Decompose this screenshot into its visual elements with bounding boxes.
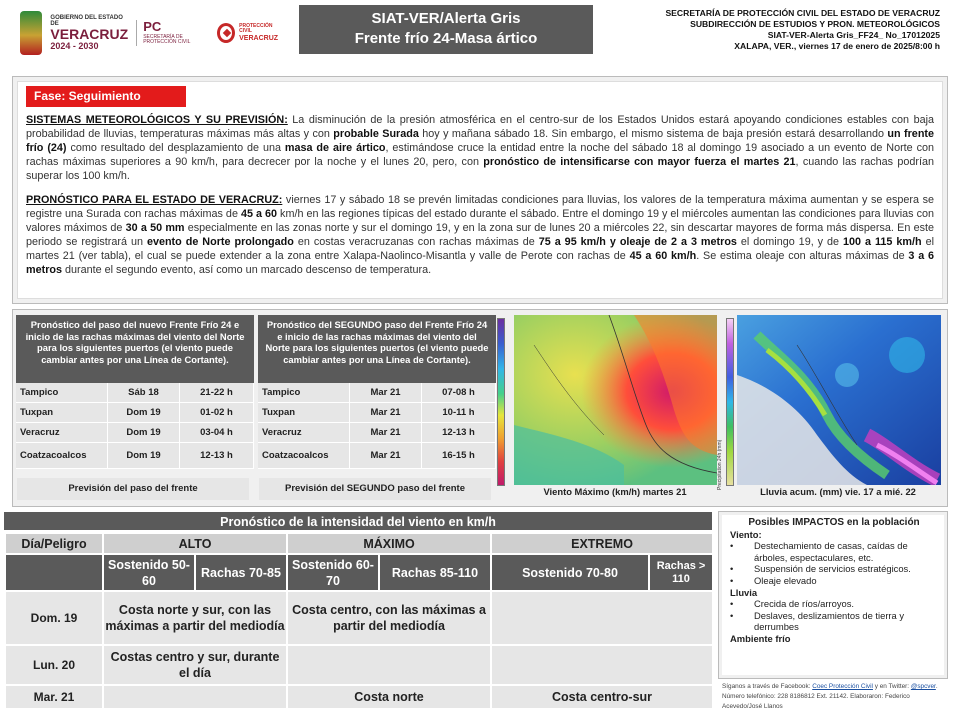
front2-header: Pronóstico del SEGUNDO paso del Frente Frío 24 e inicio de las rachas máximas del viento del Norte para los siguientes puertos (el viento puede cambiar antes por una Línea de Cortante).	[258, 315, 496, 383]
footer-contact	[722, 682, 948, 712]
table-row	[258, 403, 496, 423]
maximo-cell: Costa norte	[287, 685, 491, 709]
facebook-link[interactable]: Coec Protección Civil	[812, 683, 873, 690]
wind-intensity-table	[4, 512, 712, 720]
bold-run: evento de Norte prolongado	[146, 236, 294, 248]
front-forecast-panel	[12, 309, 948, 507]
logo-text: VERACRUZ	[50, 26, 129, 43]
front1-caption: Previsión del paso del frente	[17, 478, 249, 500]
extremo-cell	[491, 645, 713, 685]
agency-line: SUBDIRECCIÓN DE ESTUDIOS Y PRON. METEOROLÓGICOS	[690, 19, 940, 29]
bold-run: 45 a 60 km/h	[629, 250, 697, 262]
time-cell: 03-04 h	[180, 423, 254, 442]
subheader-cell: Sostenido 70-80	[491, 554, 649, 591]
day-cell: Dom 19	[108, 423, 180, 442]
wind-color-scale	[497, 318, 505, 486]
agency-info	[590, 8, 940, 52]
front1-header: Pronóstico del paso del nuevo Frente Frío 24 e inicio de las rachas máximas del viento del Norte para los siguientes puertos (el viento puede cambiar antes por una Línea de Cortante).	[16, 315, 254, 383]
day-cell: Mar 21	[350, 443, 422, 468]
bold-run: 45 a 60	[240, 208, 278, 220]
footer-text: Síganos a través de Facebook:	[722, 683, 813, 690]
table-row	[258, 443, 496, 469]
day-cell: Mar 21	[350, 403, 422, 422]
table-row	[258, 423, 496, 443]
rain-scale-label: Precipitation 24h (mm)	[717, 439, 723, 490]
text-run: km/h en las regiones típicas del estado durante el sábado. Entre el domingo 19 y el miércoles aumentan las condiciones para lluvias con valores máximos de	[26, 208, 934, 234]
gobierno-veracruz-logo	[50, 15, 128, 52]
agency-line: SECRETARÍA DE PROTECCIÓN CIVIL DEL ESTADO DE VERACRUZ	[665, 8, 940, 18]
impacts-inner	[722, 515, 944, 675]
col-header-maximo: MÁXIMO	[287, 533, 491, 554]
twitter-link[interactable]: @spcver	[910, 683, 936, 690]
bulletin-id: SIAT-VER-Alerta Gris_FF24_ No_17012025	[767, 30, 940, 40]
rain-map-graphic	[737, 315, 941, 485]
table-row	[5, 645, 713, 685]
port-cell: Tuxpan	[16, 403, 108, 422]
table-row	[16, 443, 254, 469]
subheader-cell: Sostenido 50-60	[103, 554, 195, 591]
bold-run: pronóstico de intensificarse con mayor fuerza el martes 21	[483, 156, 796, 168]
wind-map-caption: Viento Máximo (km/h) martes 21	[543, 486, 687, 497]
port-cell: Tampico	[16, 383, 108, 402]
impacts-panel	[718, 511, 948, 679]
port-cell: Tampico	[258, 383, 350, 402]
col-header-extremo: EXTREMO	[491, 533, 713, 554]
bold-run: 3 a 6 metros	[26, 250, 935, 276]
logo-text	[239, 24, 280, 43]
list-item: • Deslaves, deslizamientos de tierra y derrumbes	[730, 610, 938, 633]
day-cell: Mar 21	[350, 383, 422, 402]
bold-run: probable Surada	[333, 128, 419, 140]
proteccion-civil-veracruz-logo	[217, 23, 280, 43]
extremo-cell: Costa centro-sur	[491, 685, 713, 709]
table-row	[5, 685, 713, 709]
text-run: , estimándose cruce la entidad entre la noche del sábado 18 al domingo 19 asociado a un evento de Norte con rachas máximas superiores a 90 km/h, para decrecer por la noche y el lunes 20, pero, con	[26, 142, 935, 168]
wind-table-title: Pronóstico de la intensidad del viento en km/h	[4, 512, 712, 532]
table-row	[16, 383, 254, 403]
proteccion-civil-icon	[217, 23, 235, 43]
subheader-cell: Rachas 85-110	[379, 554, 491, 591]
table-row	[16, 423, 254, 443]
text-run: . Se estima oleaje con alturas máximas de	[696, 250, 909, 262]
day-cell: Dom 19	[108, 403, 180, 422]
rain-color-scale	[726, 318, 734, 486]
front2-table	[258, 315, 496, 469]
time-cell: 10-11 h	[422, 403, 496, 422]
table-row	[5, 591, 713, 645]
day-cell: Mar. 21	[5, 685, 103, 709]
time-cell: 07-08 h	[422, 383, 496, 402]
section-heading: SISTEMAS METEOROLÓGICOS Y SU PREVISIÓN:	[26, 114, 288, 126]
bold-run: masa de aire ártico	[284, 142, 386, 154]
time-cell: 12-13 h	[422, 423, 496, 442]
impact-category: Viento:	[730, 528, 762, 540]
wind-map-graphic	[514, 315, 717, 485]
list-item: • Suspensión de servicios estratégicos.	[730, 563, 938, 575]
col-header-day: Día/Peligro	[5, 533, 103, 554]
time-cell: 12-13 h	[180, 443, 254, 468]
alto-cell: Costa norte y sur, con las máximas a partir del mediodía	[103, 591, 287, 645]
bold-run: un frente frío (24)	[26, 128, 935, 154]
bold-run: 100 a 115 km/h	[843, 236, 922, 248]
table-row	[16, 403, 254, 423]
maximo-cell: Costa centro, con las máximas a partir del mediodía	[287, 591, 491, 645]
subheader-cell: Rachas > 110	[649, 554, 713, 591]
logo-text: VERACRUZ	[239, 34, 279, 42]
list-item: • Oleaje elevado	[730, 575, 938, 587]
time-cell: 16-15 h	[422, 443, 496, 468]
wind-map	[514, 315, 717, 485]
alto-cell: Costas centro y sur, durante el día	[103, 645, 287, 685]
col-header-alto: ALTO	[103, 533, 287, 554]
veracruz-seal-icon	[20, 11, 42, 55]
subheader-cell: Sostenido 60-70	[287, 554, 379, 591]
impact-category: Ambiente frío	[730, 632, 791, 644]
rain-map-caption: Lluvia acum. (mm) vie. 17 a mié. 22	[760, 486, 916, 497]
day-cell: Dom. 19	[5, 591, 103, 645]
table-row	[258, 383, 496, 403]
logo-text: PROTECCIÓN CIVIL	[239, 22, 273, 35]
port-cell: Coatzacoalcos	[16, 443, 108, 468]
bold-run: 75 a 95 km/h y oleaje de 2 a 3 metros	[538, 236, 737, 248]
day-cell: Sáb 18	[108, 383, 180, 402]
port-cell: Veracruz	[16, 423, 108, 442]
text-run: el martes 21 (ver tabla), el cual se puede extender a la zona entre Xalapa-Naolinco-Misantla y valle de Perote con rachas de	[26, 236, 935, 262]
empty-cell	[5, 554, 103, 591]
wind-table-subheader-row	[5, 554, 713, 591]
subheader-cell: Rachas 70-85	[195, 554, 287, 591]
section-heading: PRONÓSTICO PARA EL ESTADO DE VERACRUZ:	[26, 194, 283, 206]
text-run: hoy y mañana sábado 18. Sin embargo, el mismo sistema de baja presión estará desarrollando	[418, 128, 888, 140]
text-run: viernes 17 y sábado 18 se prevén limitadas condiciones para lluvias, los valores de la temperatura máxima aumentan y se espera se registre una Surada con rachas máximas de	[26, 194, 934, 220]
logo-text: PC	[143, 19, 162, 35]
text-run: La disminución de la presión atmosférica en el centro-sur de los Estados Unidos estará apoyando condiciones estables con baja probabilidad de lluvias, temperaturas máximas más altas y con	[26, 114, 934, 140]
text-run: el domingo 19, y de	[736, 236, 844, 248]
forecast-paragraph	[26, 193, 934, 277]
impact-category: Lluvia	[730, 586, 758, 598]
logo-text: SECRETARÍA DE PROTECCIÓN CIVIL	[143, 33, 191, 46]
main-text-inner	[17, 81, 943, 299]
front2-caption: Previsión del SEGUNDO paso del frente	[259, 478, 491, 500]
pc-logo	[136, 20, 209, 45]
bulletin-date: XALAPA, VER., viernes 17 de enero de 2025/8:00 h	[734, 41, 940, 51]
logo-text: 2024 - 2030	[50, 40, 99, 51]
rain-impact-list	[730, 598, 938, 633]
header-logos	[20, 8, 280, 58]
wind-table-header-row	[5, 533, 713, 554]
list-item: • Crecida de ríos/arroyos.	[730, 598, 938, 610]
day-cell: Dom 19	[108, 443, 180, 468]
systems-paragraph	[26, 113, 934, 183]
main-text-panel	[12, 76, 948, 304]
port-cell: Tuxpan	[258, 403, 350, 422]
footer-text: y en Twitter:	[872, 683, 911, 690]
day-cell: Mar 21	[350, 423, 422, 442]
alert-title	[299, 5, 593, 54]
text-run: especialmente en las zonas norte y sur el domingo 19, y en la zona sur de lunes 20 a miércoles 22, sin descartar mayores de forma más dispersa. En este periodo se registrará un	[26, 222, 934, 248]
time-cell: 01-02 h	[180, 403, 254, 422]
title-line: SIAT-VER/Alerta Gris	[371, 10, 521, 27]
alto-cell	[103, 685, 287, 709]
title-line: Frente frío 24-Masa ártico	[354, 30, 538, 47]
logo-text: GOBIERNO DEL ESTADO DE	[50, 14, 123, 27]
text-run: en costas veracruzanas con rachas máximas de	[293, 236, 539, 248]
footer-text: . Número telefónico: 228 8186812 Ext. 21142. Elaboraron: Federico Acevedo/José Llanos	[722, 683, 938, 710]
extremo-cell	[491, 591, 713, 645]
port-cell: Coatzacoalcos	[258, 443, 350, 468]
wind-impact-list	[730, 540, 938, 586]
maximo-cell	[287, 645, 491, 685]
text-run: durante el segundo evento, así como un marcado descenso de temperatura.	[62, 264, 432, 276]
impacts-title: Posibles IMPACTOS en la población	[748, 517, 920, 528]
bold-run: 30 a 50 mm	[125, 222, 185, 234]
phase-badge: Fase: Seguimiento	[26, 86, 186, 107]
port-cell: Veracruz	[258, 423, 350, 442]
day-cell: Lun. 20	[5, 645, 103, 685]
text-run: , cuando las rachas podrían superar los 100 km/h.	[26, 156, 934, 182]
time-cell: 21-22 h	[180, 383, 254, 402]
front1-table	[16, 315, 254, 469]
wind-table-grid	[4, 532, 714, 710]
text-run: como resultado del desplazamiento de una	[66, 142, 285, 154]
list-item: • Destechamiento de casas, caídas de árboles, espectaculares, etc.	[730, 540, 938, 563]
rain-map	[737, 315, 941, 485]
